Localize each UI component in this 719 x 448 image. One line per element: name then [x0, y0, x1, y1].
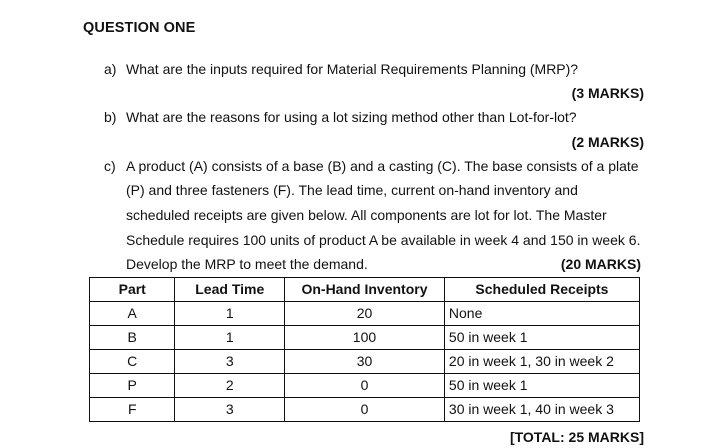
table-row [90, 350, 640, 374]
table-header-row [90, 278, 640, 302]
cell-scheduled-receipts: 20 in week 1, 30 in week 2 [444, 350, 639, 374]
cell-on-hand: 0 [285, 374, 445, 398]
total-marks: [TOTAL: 25 MARKS] [509, 429, 644, 445]
question-c-letter: c) [104, 158, 116, 174]
question-b-marks: (2 MARKS) [571, 134, 644, 150]
question-c-line-2: (P) and three fasteners (F). The lead time, current on-hand inventory and [126, 182, 578, 198]
cell-on-hand: 0 [285, 398, 445, 422]
question-heading: QUESTION ONE [83, 20, 196, 36]
cell-scheduled-receipts: None [444, 302, 639, 326]
cell-lead-time: 3 [175, 398, 285, 422]
question-c-line-5: Develop the MRP to meet the demand. [126, 256, 368, 272]
question-a-letter: a) [104, 61, 117, 77]
cell-scheduled-receipts: 50 in week 1 [444, 326, 639, 350]
cell-part: F [90, 398, 175, 422]
table-row [90, 326, 640, 350]
cell-lead-time: 2 [175, 374, 285, 398]
header-on-hand-inventory: On-Hand Inventory [285, 278, 445, 302]
question-c-marks: (20 MARKS) [560, 256, 641, 272]
cell-lead-time: 1 [175, 302, 285, 326]
cell-scheduled-receipts: 50 in week 1 [444, 374, 639, 398]
question-c-line-3: scheduled receipts are given below. All components are lot for lot. The Master [126, 207, 607, 223]
cell-part: B [90, 326, 175, 350]
question-b-letter: b) [104, 109, 117, 125]
question-a-text: What are the inputs required for Material Requirements Planning (MRP)? [126, 61, 579, 77]
cell-lead-time: 1 [175, 326, 285, 350]
table-row [90, 374, 640, 398]
cell-lead-time: 3 [175, 350, 285, 374]
cell-part: A [90, 302, 175, 326]
question-a-marks: (3 MARKS) [571, 85, 644, 101]
table-row [90, 398, 640, 422]
question-c-line-4: Schedule requires 100 units of product A be available in week 4 and 150 in week 6. [126, 232, 641, 248]
table-row [90, 302, 640, 326]
header-scheduled-receipts: Scheduled Receipts [444, 278, 639, 302]
question-b-text: What are the reasons for using a lot sizing method other than Lot-for-lot? [126, 109, 577, 125]
cell-on-hand: 20 [285, 302, 445, 326]
mrp-data-table [89, 277, 640, 422]
question-c-line-1: A product (A) consists of a base (B) and a casting (C). The base consists of a plate [126, 158, 639, 174]
cell-on-hand: 30 [285, 350, 445, 374]
header-part: Part [90, 278, 175, 302]
cell-on-hand: 100 [285, 326, 445, 350]
cell-scheduled-receipts: 30 in week 1, 40 in week 3 [444, 398, 639, 422]
cell-part: P [90, 374, 175, 398]
cell-part: C [90, 350, 175, 374]
header-lead-time: Lead Time [175, 278, 285, 302]
